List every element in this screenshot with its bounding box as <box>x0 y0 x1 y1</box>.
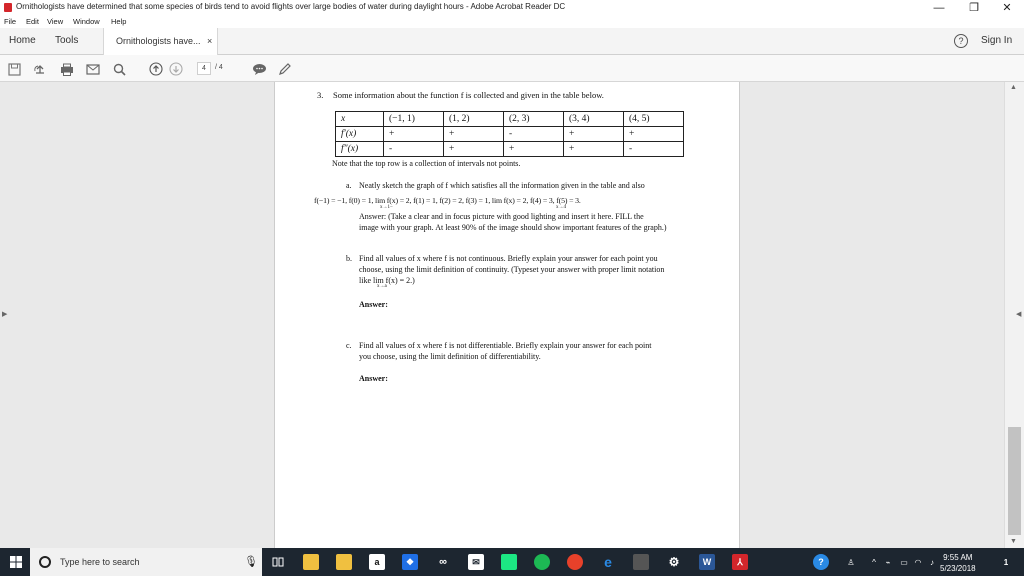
email-icon[interactable] <box>85 61 101 77</box>
part-a-answer-cont: image with your graph. At least 90% of the image should show important features of the graph.) <box>359 223 667 232</box>
upload-icon[interactable] <box>32 61 48 77</box>
scroll-up-icon[interactable]: ▲ <box>1010 84 1017 91</box>
acrobat-app-icon <box>4 3 12 12</box>
page-number-input[interactable]: 4 <box>197 62 211 75</box>
table-row <box>336 127 684 142</box>
document-area <box>0 82 1024 548</box>
sign-in-link[interactable]: Sign In <box>981 35 1013 46</box>
network-icon[interactable]: ⌁ <box>885 557 891 567</box>
edge-icon[interactable]: e <box>604 554 612 570</box>
part-b-label: b. <box>346 254 352 263</box>
window-title: Ornithologists have determined that some species of birds tend to avoid flights over large bodies of water during daylight hours - Adobe Acrobat Reader DC <box>16 2 566 11</box>
page-total: / 4 <box>215 64 223 71</box>
table-cell: f′(x) <box>336 127 384 142</box>
table-cell: x <box>336 112 384 127</box>
limit-subscript: x→4 <box>556 205 566 210</box>
part-b-text: Find all values of x where f is not continuous. Briefly explain your answer for each point you <box>359 254 658 263</box>
part-a-label: a. <box>346 181 352 190</box>
clock-time: 9:55 AM <box>943 553 973 562</box>
table-cell: + <box>444 142 504 157</box>
taskbar <box>0 548 1024 576</box>
menu-edit[interactable]: Edit <box>26 17 39 26</box>
part-b-text-cont: choose, using the limit definition of continuity. (Typeset your answer with proper limit notation <box>359 265 665 274</box>
chrome-icon[interactable] <box>567 554 583 570</box>
people-icon[interactable]: ♙ <box>847 557 855 567</box>
tray-chevron-icon[interactable]: ^ <box>872 557 876 567</box>
table-cell: (−1, 1) <box>384 112 444 127</box>
table-cell: - <box>624 142 684 157</box>
question-intro: Some information about the function f is collected and given in the table below. <box>333 90 604 100</box>
windows-start-icon[interactable] <box>10 556 22 570</box>
table-cell: + <box>624 127 684 142</box>
tab-bar <box>0 28 1024 55</box>
left-panel-toggle-icon[interactable]: ▶ <box>2 311 8 318</box>
part-a-answer: Answer: (Take a clear and in focus picture with good lighting and insert it here. FILL the <box>359 212 644 221</box>
battery-icon[interactable]: ▭ <box>900 557 908 567</box>
question-number: 3. <box>317 90 324 100</box>
scroll-down-icon[interactable]: ▼ <box>1010 538 1017 545</box>
print-icon[interactable] <box>59 61 75 77</box>
tab-tools[interactable]: Tools <box>55 35 79 46</box>
table-cell: + <box>444 127 504 142</box>
help-tray-icon[interactable]: ? <box>813 554 829 570</box>
table-cell: (2, 3) <box>504 112 564 127</box>
menu-help[interactable]: Help <box>111 17 127 26</box>
link-icon[interactable]: ∞ <box>439 556 447 568</box>
table-cell: + <box>384 127 444 142</box>
taskbar-search-box[interactable] <box>30 548 262 576</box>
part-a-conditions: f(−1) = −1, f(0) = 1, lim f(x) = 2, f(1) = 1, f(2) = 2, f(3) = 1, lim f(x) = 2, f(4) = 3, f(5) = 3. <box>314 196 581 205</box>
amazon-icon[interactable]: a <box>369 554 385 570</box>
table-cell: (3, 4) <box>564 112 624 127</box>
spotify-icon[interactable] <box>534 554 550 570</box>
download-icon[interactable] <box>633 554 649 570</box>
file-explorer-icon[interactable] <box>303 554 319 570</box>
table-cell: + <box>504 142 564 157</box>
tab-close-icon[interactable]: × <box>207 36 213 46</box>
cortana-icon <box>39 556 51 568</box>
clock[interactable] <box>940 552 976 574</box>
settings-icon[interactable]: ⚙ <box>668 555 680 569</box>
part-b-text-end: like lim f(x) = 2.) <box>359 276 415 285</box>
page-up-icon[interactable] <box>148 61 164 77</box>
title-bar <box>0 0 1024 15</box>
table-cell: - <box>504 127 564 142</box>
clock-date: 5/23/2018 <box>940 564 976 573</box>
maximize-button[interactable]: ❐ <box>969 2 979 14</box>
tab-home[interactable]: Home <box>9 35 36 46</box>
store-icon[interactable] <box>336 554 352 570</box>
tab-document-label: Ornithologists have... <box>116 36 201 46</box>
dropbox-icon[interactable]: ❖ <box>402 554 418 570</box>
help-icon[interactable]: ? <box>954 34 968 48</box>
table-cell: f″(x) <box>336 142 384 157</box>
wifi-icon[interactable]: ◠ <box>914 557 922 567</box>
notification-icon[interactable] <box>998 554 1014 570</box>
mail-icon[interactable]: ✉ <box>468 554 484 570</box>
tab-document[interactable] <box>103 28 218 55</box>
comment-icon[interactable] <box>251 61 267 77</box>
microphone-icon[interactable]: 🎙 <box>244 556 258 568</box>
function-table <box>335 111 684 157</box>
part-c-text-cont: you choose, using the limit definition of differentiability. <box>359 352 541 361</box>
scrollbar-thumb[interactable] <box>1008 427 1021 535</box>
table-cell: + <box>564 127 624 142</box>
table-row <box>336 112 684 127</box>
minimize-button[interactable]: — <box>933 1 945 14</box>
acrobat-icon[interactable]: ⅄ <box>732 554 748 570</box>
table-cell: - <box>384 142 444 157</box>
close-button[interactable]: ✕ <box>1002 2 1012 14</box>
limit-subscript: x→1− <box>380 205 393 210</box>
volume-icon[interactable]: ♪ <box>930 557 934 567</box>
word-icon[interactable]: W <box>699 554 715 570</box>
menu-file[interactable]: File <box>4 17 17 26</box>
hulu-icon[interactable] <box>501 554 517 570</box>
search-icon[interactable] <box>111 61 127 77</box>
part-c-answer: Answer: <box>359 374 388 383</box>
menu-view[interactable]: View <box>47 17 64 26</box>
table-cell: + <box>564 142 624 157</box>
page-down-icon[interactable] <box>168 61 184 77</box>
part-c-text: Find all values of x where f is not differentiable. Briefly explain your answer for each point <box>359 341 652 350</box>
menu-window[interactable]: Window <box>73 17 100 26</box>
toolbar <box>0 55 1024 82</box>
menu-bar <box>0 15 1024 28</box>
pen-icon[interactable] <box>277 61 293 77</box>
right-panel-toggle-icon[interactable]: ◀ <box>1016 311 1022 318</box>
limit-subscript: x→a <box>377 284 387 289</box>
pdf-page <box>274 82 740 548</box>
part-b-answer: Answer: <box>359 300 388 309</box>
table-cell: (4, 5) <box>624 112 684 127</box>
task-view-icon[interactable] <box>270 554 286 570</box>
save-icon[interactable] <box>6 61 22 77</box>
notification-count: 1 <box>1003 557 1009 567</box>
table-row <box>336 142 684 157</box>
table-cell: (1, 2) <box>444 112 504 127</box>
part-a-text: Neatly sketch the graph of f which satisfies all the information given in the table and also <box>359 181 645 190</box>
search-placeholder: Type here to search <box>60 557 140 567</box>
table-note: Note that the top row is a collection of intervals not points. <box>332 159 521 168</box>
part-c-label: c. <box>346 341 352 350</box>
